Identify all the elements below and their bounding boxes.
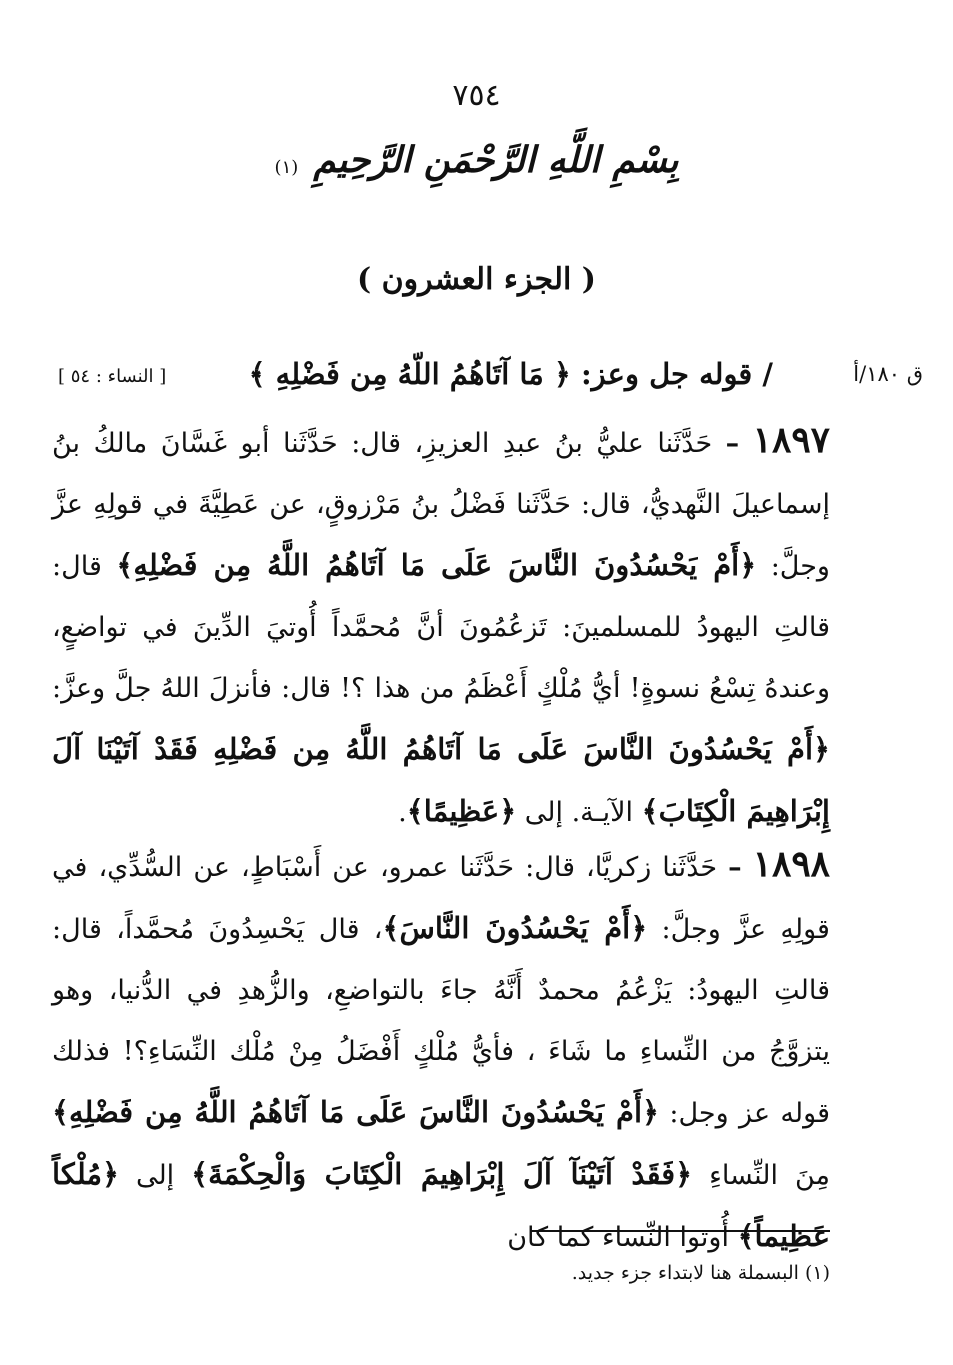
quran-quote: ﴿فَقَدْ آتَيْنَآ آلَ إِبْرَاهِيمَ الْكِتَابَ وَالْحِكْمَةَ﴾: [191, 1157, 693, 1191]
hadith-1898-paragraph: [52, 834, 830, 1253]
hadith-text: ، قال يَحْسِدُونَ مُحمَّداً، قال: قالتِ اليهودُ: يَزْعُمُ محمدٌ أَنَّهُ جاءَ بالتواضعِ، والزُّهدِ في الدُّنيا، وهو يتزوَّجُ من النِّساءِ ما شَاءَ ، فأيُّ مُلْكٍ أَفْضَلُ مِنْ مُلْك النِّسَاءِ؟! فذلك قوله عز وجل:: [52, 914, 830, 1129]
hadith-text: مِنَ النِّساءِ: [709, 1160, 830, 1191]
hadith-text: قال: قالتِ اليهودُ للمسلمينَ: تَزعُمُونَ أنَّ مُحمَّداً أُوتيَ الدِّينَ في تواضعٍ، وعندهُ تِسْعُ نسوةٍ! أيُّ مُلْكٍ أَعْظَمُ من هذا ؟! قال: فأنزلَ اللهُ جلَّ وعزَّ:: [52, 551, 831, 704]
hadith-text: حَدَّثَنا عليُّ بنُ عبدِ العزيزِ، قال: حَدَّثَنا أبو غَسَّانَ مالكُ بنُ إسماعيلَ النَّهديُّ، قال: حَدَّثَنا فَضْلُ بنُ مَرْزوقٍ، عن عَطِيَّةَ في قولِهِ عزَّ وجلَّ:: [52, 428, 830, 582]
quran-quote: ﴿أَمْ يَحْسُدُونَ النَّاسَ عَلَى مَا آتَاهُمُ اللَّهُ مِن فَضْلِهِ﴾: [116, 548, 757, 582]
hadith-text: الآيـة. إلى: [524, 797, 633, 828]
verse-reference: [ النساء : ٥٤ ]: [58, 366, 167, 387]
footnote-divider: [530, 1230, 830, 1232]
hadith-number: ١٨٩٧: [752, 419, 830, 461]
section-heading: ( الجزء العشرون ): [356, 262, 596, 297]
basmala-calligraphy: بِسْمِ اللَّهِ الرَّحْمَنِ الرَّحِيمِ: [313, 140, 679, 181]
quran-quote: ﴿أَمْ يَحْسُدُونَ النَّاسَ﴾: [382, 911, 648, 945]
basmala-row: [0, 140, 953, 181]
hadith-number: ١٨٩٨: [752, 843, 830, 885]
hadith-text: إلى: [135, 1160, 175, 1191]
footnote: (١) البسملة هنا لابتداء جزء جديد.: [571, 1262, 830, 1284]
hadith-text: .: [398, 797, 407, 828]
hadith-1897-paragraph: [52, 410, 830, 840]
hadith-text: حَدَّثَنا زكريَّا، قال: حَدَّثَنا عمرو، عن أَسْبَاطٍ، عن السُّدِّي، في قولِهِ عزَّ وجلَّ:: [52, 852, 830, 945]
quran-quote: ﴿أَمْ يَحْسُدُونَ النَّاسَ عَلَى مَا آتَاهُمُ اللَّهُ مِن فَضْلِهِ﴾: [52, 1095, 659, 1129]
quran-quote: ﴿أَمْ يَحْسُدُونَ النَّاسَ عَلَى مَا آتَاهُمُ اللَّهُ مِن فَضْلِهِ فَقَدْ آتَيْنَا آلَ إِبْرَاهِيمَ الْكِتَابَ﴾: [52, 732, 830, 828]
basmala-footnote-ref: (١): [274, 157, 299, 178]
page-number: ٧٥٤: [452, 78, 501, 113]
manuscript-folio-note: ق ١٨٠/أ: [853, 362, 923, 386]
verse-heading: / قوله جل وعز: ﴿ مَا آتَاهُمُ اللّهُ مِن فَضْلِهِ ﴾: [248, 357, 773, 391]
quran-quote: ﴿مُلْكاً عَظِيماً﴾: [52, 1157, 830, 1253]
hadith-dash: –: [728, 852, 742, 883]
quran-quote: ﴿عَظِيمًا﴾: [406, 794, 517, 828]
hadith-text: أُوتوا النِّساء كما كان: [507, 1222, 729, 1253]
hadith-dash: –: [725, 428, 740, 459]
